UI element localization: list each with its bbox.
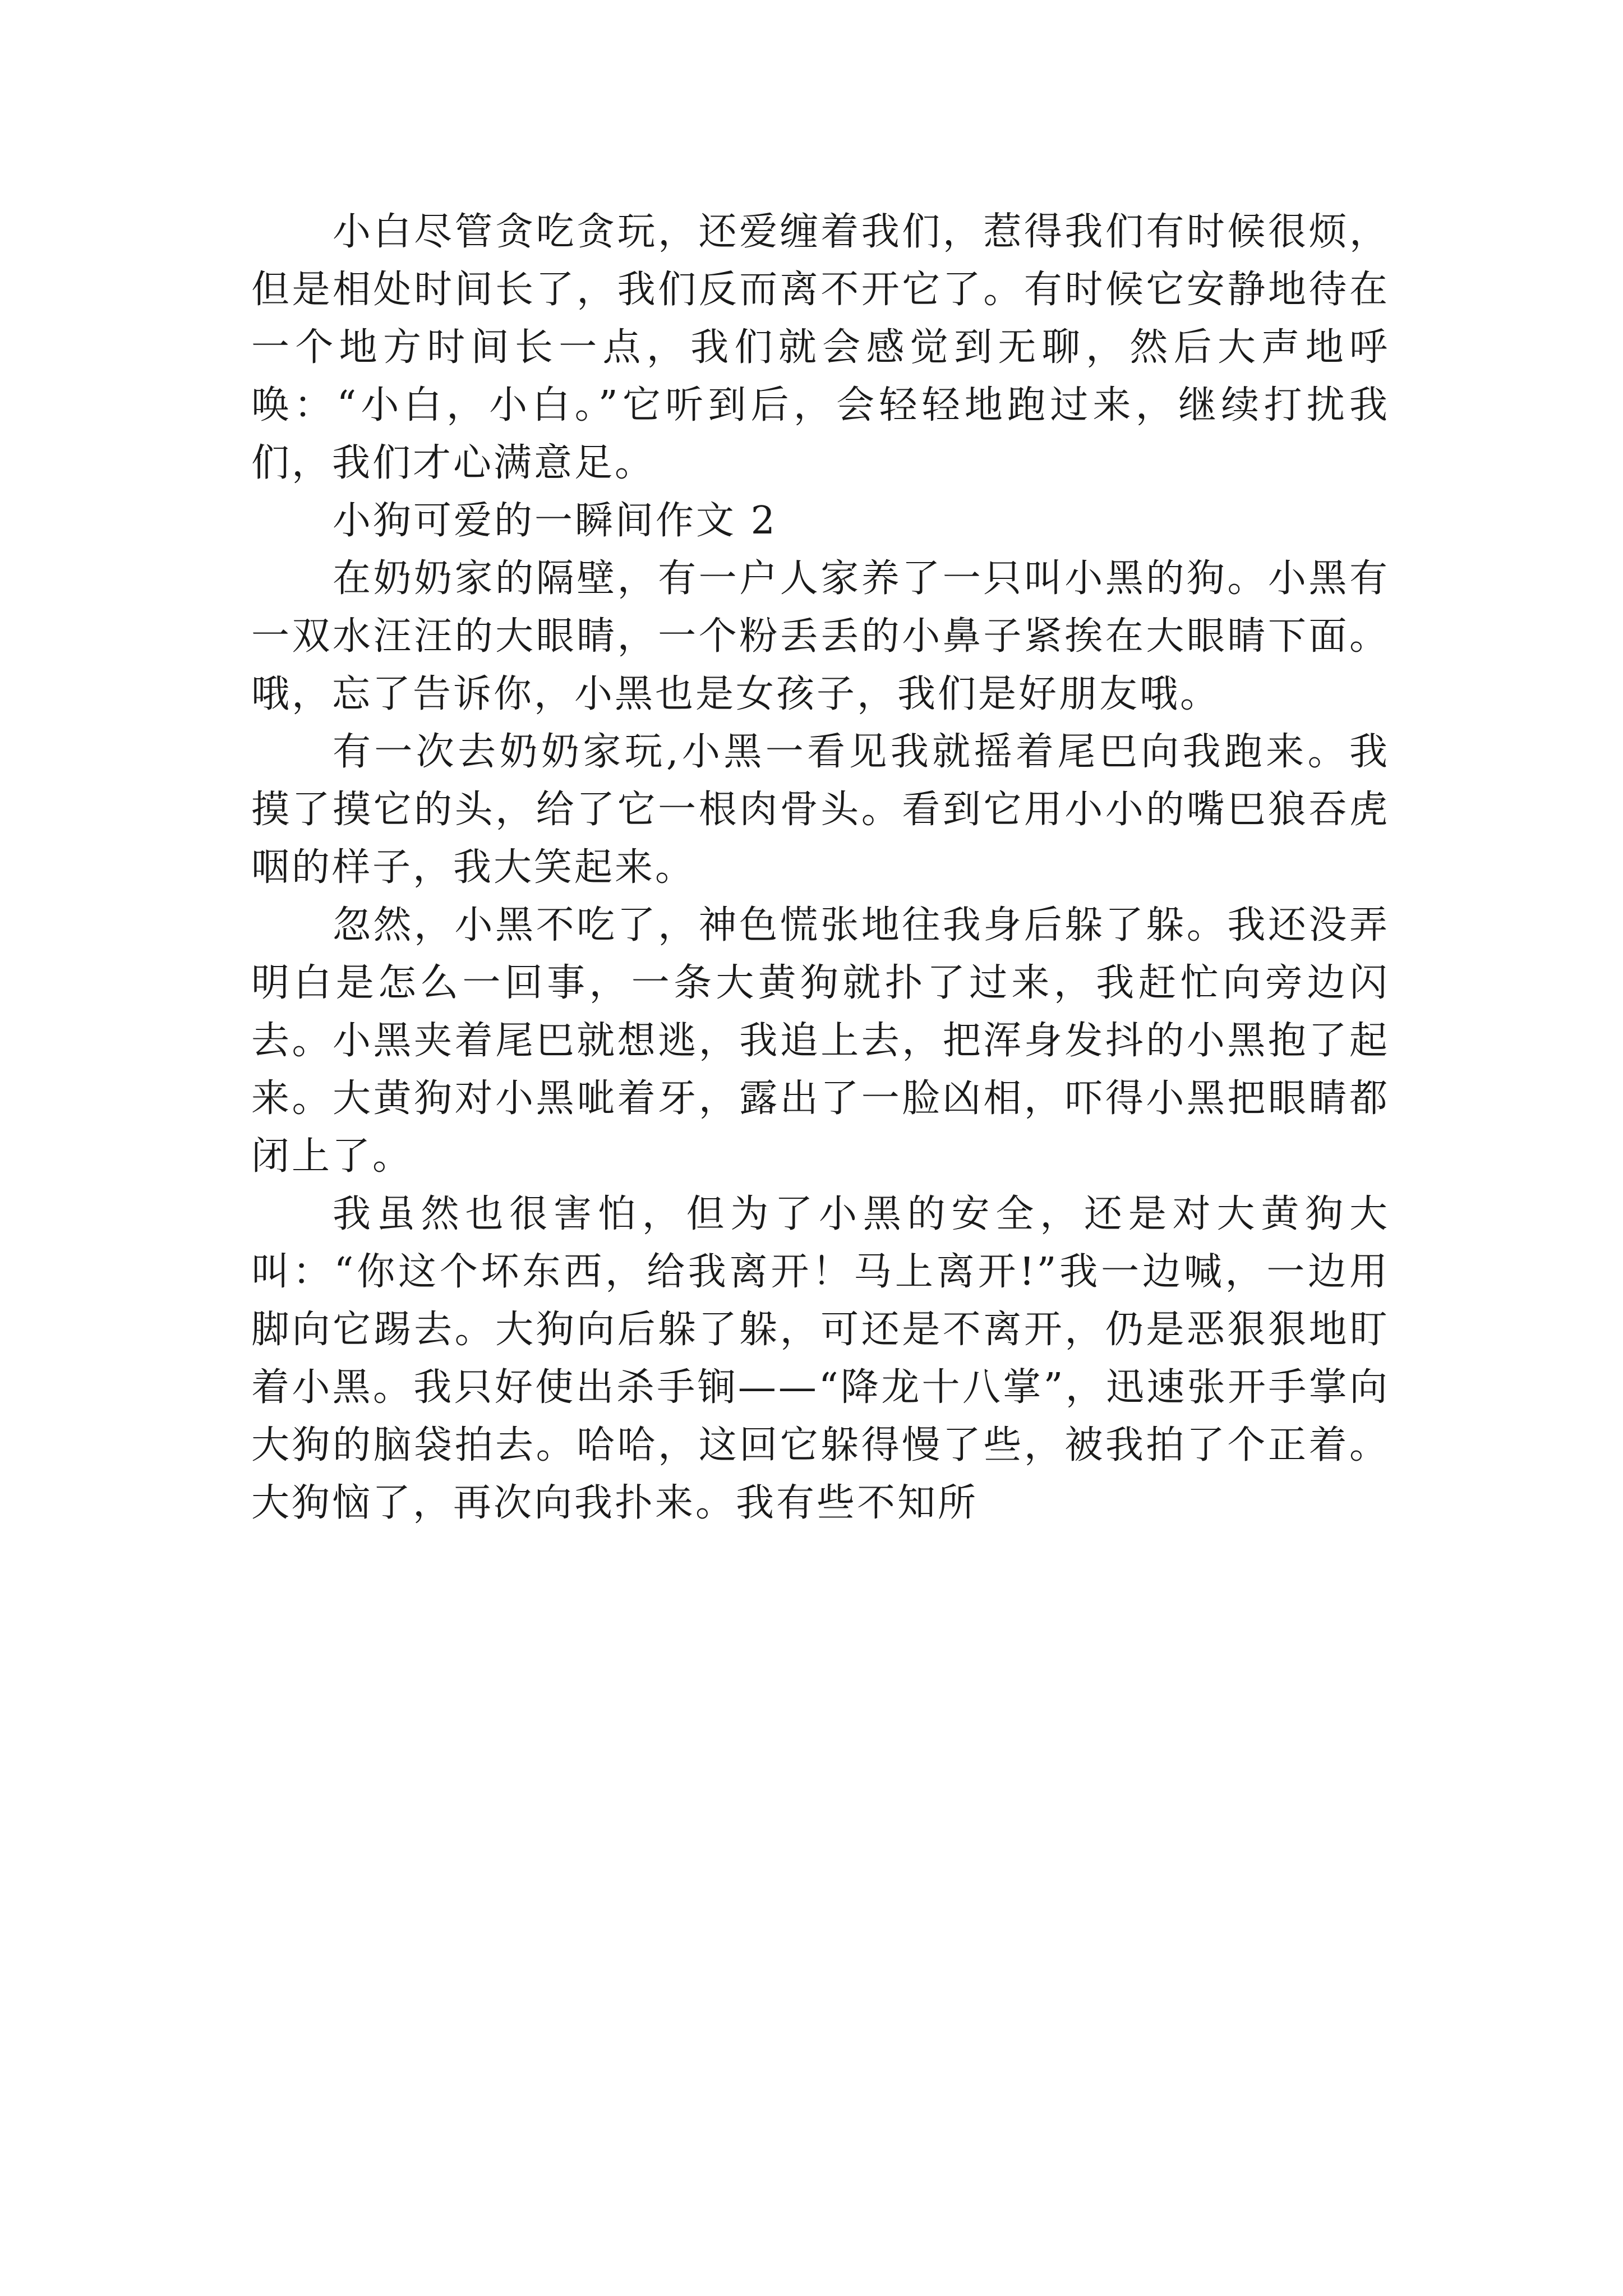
paragraph-5: 我虽然也很害怕，但为了小黑的安全，还是对大黄狗大叫：“你这个坏东西，给我离开！马上离开!”我一边喊，一边用脚向它踢去。大狗向后躲了躲，可还是不离开，仍是恶狠狠地盯着小黑。我只好使出杀手锏——“降龙十八掌”，迅速张开手掌向大狗的脑袋拍去。哈哈，这回它躲得慢了些，被我拍了个正着。大狗恼了，再次向我扑来。我有些不知所 (251, 1192, 1390, 1525)
paragraph-3: 有一次去奶奶家玩,小黑一看见我就摇着尾巴向我跑来。我摸了摸它的头，给了它一根肉骨头。看到它用小小的嘴巴狼吞虎咽的样子，我大笑起来。 (251, 730, 1390, 890)
paragraph-1: 小白尽管贪吃贪玩，还爱缠着我们，惹得我们有时候很烦，但是相处时间长了，我们反而离不开它了。有时候它安静地待在一个地方时间长一点，我们就会感觉到无聊，然后大声地呼唤：“小白，小白。”它听到后，会轻轻地跑过来，继续打扰我们，我们才心满意足。 (251, 210, 1390, 485)
document-body (251, 203, 1390, 1532)
paragraph-4: 忽然，小黑不吃了，神色慌张地往我身后躲了躲。我还没弄明白是怎么一回事，一条大黄狗就扑了过来，我赶忙向旁边闪去。小黑夹着尾巴就想逃，我追上去，把浑身发抖的小黑抱了起来。大黄狗对小黑呲着牙，露出了一脸凶相，吓得小黑把眼睛都闭上了。 (251, 903, 1390, 1179)
paragraph-2: 在奶奶家的隔壁，有一户人家养了一只叫小黑的狗。小黑有一双水汪汪的大眼睛，一个粉丢丢的小鼻子紧挨在大眼睛下面。哦，忘了告诉你，小黑也是女孩子，我们是好朋友哦。 (251, 556, 1390, 716)
section-heading: 小狗可爱的一瞬间作文 2 (333, 499, 777, 543)
